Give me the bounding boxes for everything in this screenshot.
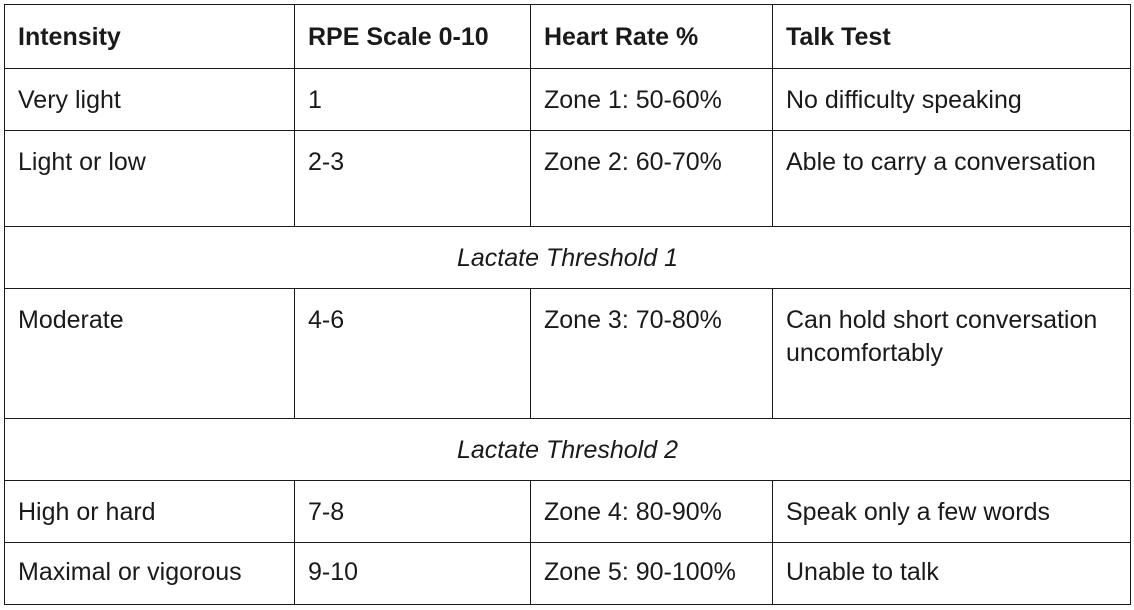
talk-test-cell: Speak only a few words xyxy=(773,481,1131,543)
rpe-cell: 7-8 xyxy=(295,481,531,543)
talk-test-cell: Able to carry a conversation xyxy=(773,131,1131,227)
table-row xyxy=(5,289,1131,419)
rpe-cell: 4-6 xyxy=(295,289,531,419)
talk-test-cell: Unable to talk xyxy=(773,543,1131,605)
threshold-label: Lactate Threshold 1 xyxy=(5,227,1131,289)
table-row xyxy=(5,481,1131,543)
heart-rate-cell: Zone 2: 60-70% xyxy=(531,131,773,227)
intensity-cell: High or hard xyxy=(5,481,295,543)
rpe-cell: 1 xyxy=(295,69,531,131)
heart-rate-cell: Zone 5: 90-100% xyxy=(531,543,773,605)
talk-test-cell: Can hold short conversation uncomfortably xyxy=(773,289,1131,419)
threshold-row xyxy=(5,227,1131,289)
heart-rate-cell: Zone 4: 80-90% xyxy=(531,481,773,543)
intensity-cell: Moderate xyxy=(5,289,295,419)
intensity-cell: Very light xyxy=(5,69,295,131)
header-talk-test: Talk Test xyxy=(773,5,1131,69)
table-row xyxy=(5,543,1131,605)
table-row xyxy=(5,131,1131,227)
header-rpe-scale: RPE Scale 0-10 xyxy=(295,5,531,69)
heart-rate-cell: Zone 3: 70-80% xyxy=(531,289,773,419)
intensity-cell: Light or low xyxy=(5,131,295,227)
rpe-cell: 2-3 xyxy=(295,131,531,227)
header-heart-rate: Heart Rate % xyxy=(531,5,773,69)
table-row xyxy=(5,69,1131,131)
heart-rate-cell: Zone 1: 50-60% xyxy=(531,69,773,131)
header-row xyxy=(5,5,1131,69)
rpe-cell: 9-10 xyxy=(295,543,531,605)
intensity-table xyxy=(4,4,1131,605)
header-intensity: Intensity xyxy=(5,5,295,69)
threshold-row xyxy=(5,419,1131,481)
talk-test-cell: No difficulty speaking xyxy=(773,69,1131,131)
threshold-label: Lactate Threshold 2 xyxy=(5,419,1131,481)
intensity-cell: Maximal or vigorous xyxy=(5,543,295,605)
